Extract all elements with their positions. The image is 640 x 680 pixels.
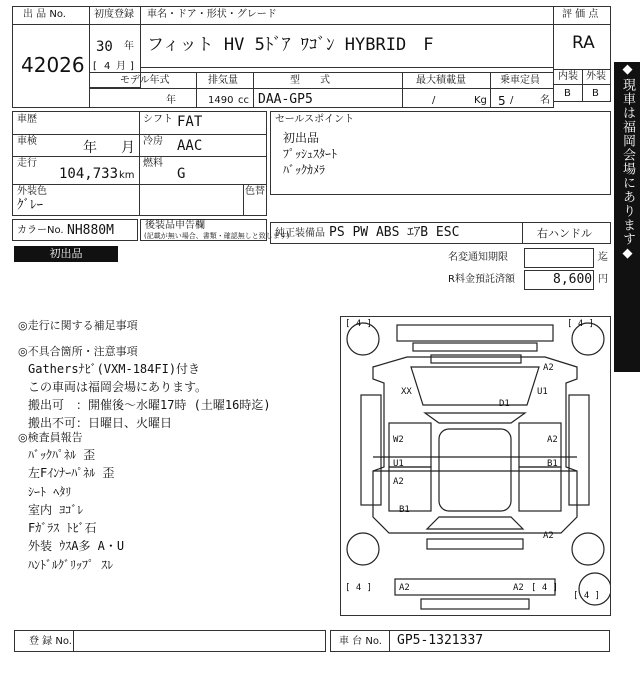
aftermarket-label: 後装品申告欄	[145, 220, 205, 231]
fuel-label: 燃料	[143, 158, 163, 169]
car-name-label: 車名・ドア・形状・グレード	[147, 9, 277, 20]
type: DAA-GP5	[258, 92, 313, 107]
sales-point-3: ﾊﾞｯｸｶﾒﾗ	[283, 163, 326, 177]
sales-points-label: セールスポイント	[275, 114, 355, 125]
inspector-line-5: Fｶﾞﾗｽ ﾄﾋﾞ石	[28, 521, 97, 535]
mark-a2-bottom-left: A2	[399, 583, 410, 593]
first-listing-badge: 初出品	[14, 246, 118, 262]
mark-b1-right: B1	[547, 459, 558, 469]
mileage: 104,733	[59, 166, 119, 182]
inspector-line-7: ﾊﾝﾄﾞﾙｸﾞﾘｯﾌﾟ ｽﾚ	[28, 558, 114, 572]
mark-b1-left: B1	[399, 505, 410, 515]
handle-box	[522, 222, 611, 244]
color-no-label: カラーNo.	[17, 225, 64, 236]
fuel: G	[177, 166, 186, 182]
color-no: NH880M	[67, 223, 114, 238]
handle: 右ハンドル	[537, 227, 592, 240]
inspection-year-unit: 年	[83, 140, 97, 156]
lot-number-box	[12, 6, 90, 108]
equipment-box	[270, 222, 523, 244]
recycle-box	[524, 270, 594, 290]
registration-label: 登 録 No.	[29, 636, 72, 647]
inspection-month-unit: 月	[121, 140, 135, 156]
deadline-unit: 迄	[598, 252, 608, 263]
capacity-label: 乗車定員	[500, 75, 540, 86]
equipment: PS PW ABS ｴｱB ESC	[329, 225, 460, 240]
lot-number: 42026	[21, 53, 85, 77]
tire-top-left: [ 4 ]	[345, 319, 373, 329]
recycle-label: R料金預託済額	[448, 274, 515, 285]
chassis-label: 車 台 No.	[339, 636, 382, 647]
exterior-grade: B	[592, 88, 599, 99]
car-name: フィット HV 5ﾄﾞｱ ﾜｺﾞﾝ HYBRID F	[147, 35, 434, 55]
inspection-label: 車検	[17, 136, 37, 147]
ac-label: 冷房	[143, 136, 163, 147]
sales-point-2: ﾌﾟｯｼｭｽﾀｰﾄ	[283, 147, 338, 161]
driving-notes-header: ◎走行に関する補足事項	[18, 319, 138, 332]
evaluation-box	[553, 6, 611, 102]
inspector-line-1: ﾊﾞｯｸﾊﾟﾈﾙ 歪	[28, 448, 96, 462]
deadline-value	[524, 248, 594, 268]
color-no-box	[12, 219, 138, 241]
tire-top-right: [ 4 ]	[567, 319, 595, 329]
specs-block	[12, 111, 267, 216]
ext-color-label: 外装色	[17, 186, 47, 197]
mark-u1-left: U1	[393, 459, 404, 469]
history-label: 車歴	[17, 114, 37, 125]
sales-point-1: 初出品	[283, 131, 320, 145]
mark-a2-bottom-right: A2	[543, 531, 554, 541]
mark-w2: W2	[393, 435, 404, 445]
eval-score: RA	[572, 33, 595, 53]
first-reg-month: 4	[104, 61, 111, 72]
damage-diagram	[340, 316, 611, 616]
aftermarket-note: (記載が無い場合、書類・確認無しと致します)	[144, 232, 290, 240]
location-sidebar-text: ◆現車は福岡会場にあります◆	[620, 62, 635, 262]
inspector-header: ◎検査員報告	[18, 431, 83, 444]
inspector-line-3: ｼｰﾄ ﾍﾀﾘ	[28, 485, 72, 499]
first-reg-month-unit: 月	[116, 61, 126, 72]
capacity-unit: 名	[540, 95, 550, 106]
defect-line-3: 搬出可 ：開催後～水曜17時 (土曜16時迄)	[28, 398, 271, 412]
ext-color: ｸﾞﾚｰ	[17, 198, 43, 213]
sales-points-box	[270, 111, 611, 195]
ac: AAC	[177, 138, 203, 154]
capacity: 5	[498, 94, 506, 108]
chassis-no-box	[330, 630, 610, 652]
capacity-sep: /	[510, 95, 514, 106]
inspector-line-6: 外装 ｳｽA多 A・U	[28, 539, 125, 553]
lot-label: 出 品 No.	[23, 9, 66, 20]
defect-line-4: 搬出不可：日曜日、火曜日	[28, 416, 173, 430]
mark-a2-left: A2	[393, 477, 404, 487]
first-reg-year-unit: 年	[124, 41, 134, 52]
equipment-label: 純正装備品	[275, 228, 325, 239]
model-year-unit: 年	[166, 95, 176, 106]
shift: FAT	[177, 114, 203, 130]
displacement-unit: cc	[238, 95, 249, 106]
defect-line-1: Gathersﾅﾋﾞ(VXM-184FI)付き	[28, 362, 201, 376]
car-name-box	[140, 6, 554, 68]
defect-line-2: この車両は福岡会場にあります。	[28, 380, 208, 394]
mark-a2-top-right: A2	[543, 363, 554, 373]
max-load-label: 最大積載量	[416, 75, 466, 86]
tire-bottom-left: [ 4 ]	[345, 583, 373, 593]
eval-label: 評 価 点	[562, 9, 599, 20]
mark-a2-mid-right: A2	[547, 435, 558, 445]
mark-u1-right: U1	[537, 387, 548, 397]
first-reg-label: 初度登録	[94, 9, 134, 20]
exterior-label: 外装	[586, 71, 606, 82]
inspector-line-2: 左Fｲﾝﾅｰﾊﾟﾈﾙ 歪	[28, 466, 115, 480]
location-sidebar	[614, 62, 640, 372]
defect-header: ◎不具合箇所・注意事項	[18, 345, 138, 358]
spare-tire: [ 4 ]	[573, 591, 601, 601]
tire-bottom-right: [ 4 ]	[531, 583, 559, 593]
interior-label: 内装	[558, 71, 578, 82]
interior-grade: B	[564, 88, 571, 99]
displacement-label: 排気量	[208, 75, 238, 86]
chassis-no: GP5-1321337	[397, 633, 484, 648]
deadline-label: 名変通知期限	[448, 252, 508, 263]
recycle-value: 8,600	[553, 272, 593, 287]
color-change-label: 色替	[245, 186, 265, 197]
first-registration-box: 初度登録 30 年 [ 4 月 ]	[89, 6, 141, 88]
mark-d1: D1	[499, 399, 510, 409]
mark-a2-bottom-center: A2	[513, 583, 524, 593]
car-outline	[341, 317, 610, 615]
first-reg-year: 30	[96, 39, 113, 55]
type-label: 型 式	[290, 75, 330, 86]
shift-label: シフト	[143, 114, 173, 125]
registration-no-box	[14, 630, 326, 652]
spec-row-2	[89, 72, 554, 108]
inspector-line-4: 室内 ﾖｺﾞﾚ	[28, 503, 84, 517]
max-load-unit: Kg	[474, 95, 487, 106]
max-load-sep: /	[432, 95, 436, 106]
model-year-label: モデル年式	[120, 75, 170, 86]
mileage-unit: km	[119, 170, 135, 181]
recycle-unit: 円	[598, 274, 608, 285]
displacement: 1490	[208, 95, 234, 106]
mileage-label: 走行	[17, 158, 37, 169]
mark-xx: XX	[401, 387, 412, 397]
